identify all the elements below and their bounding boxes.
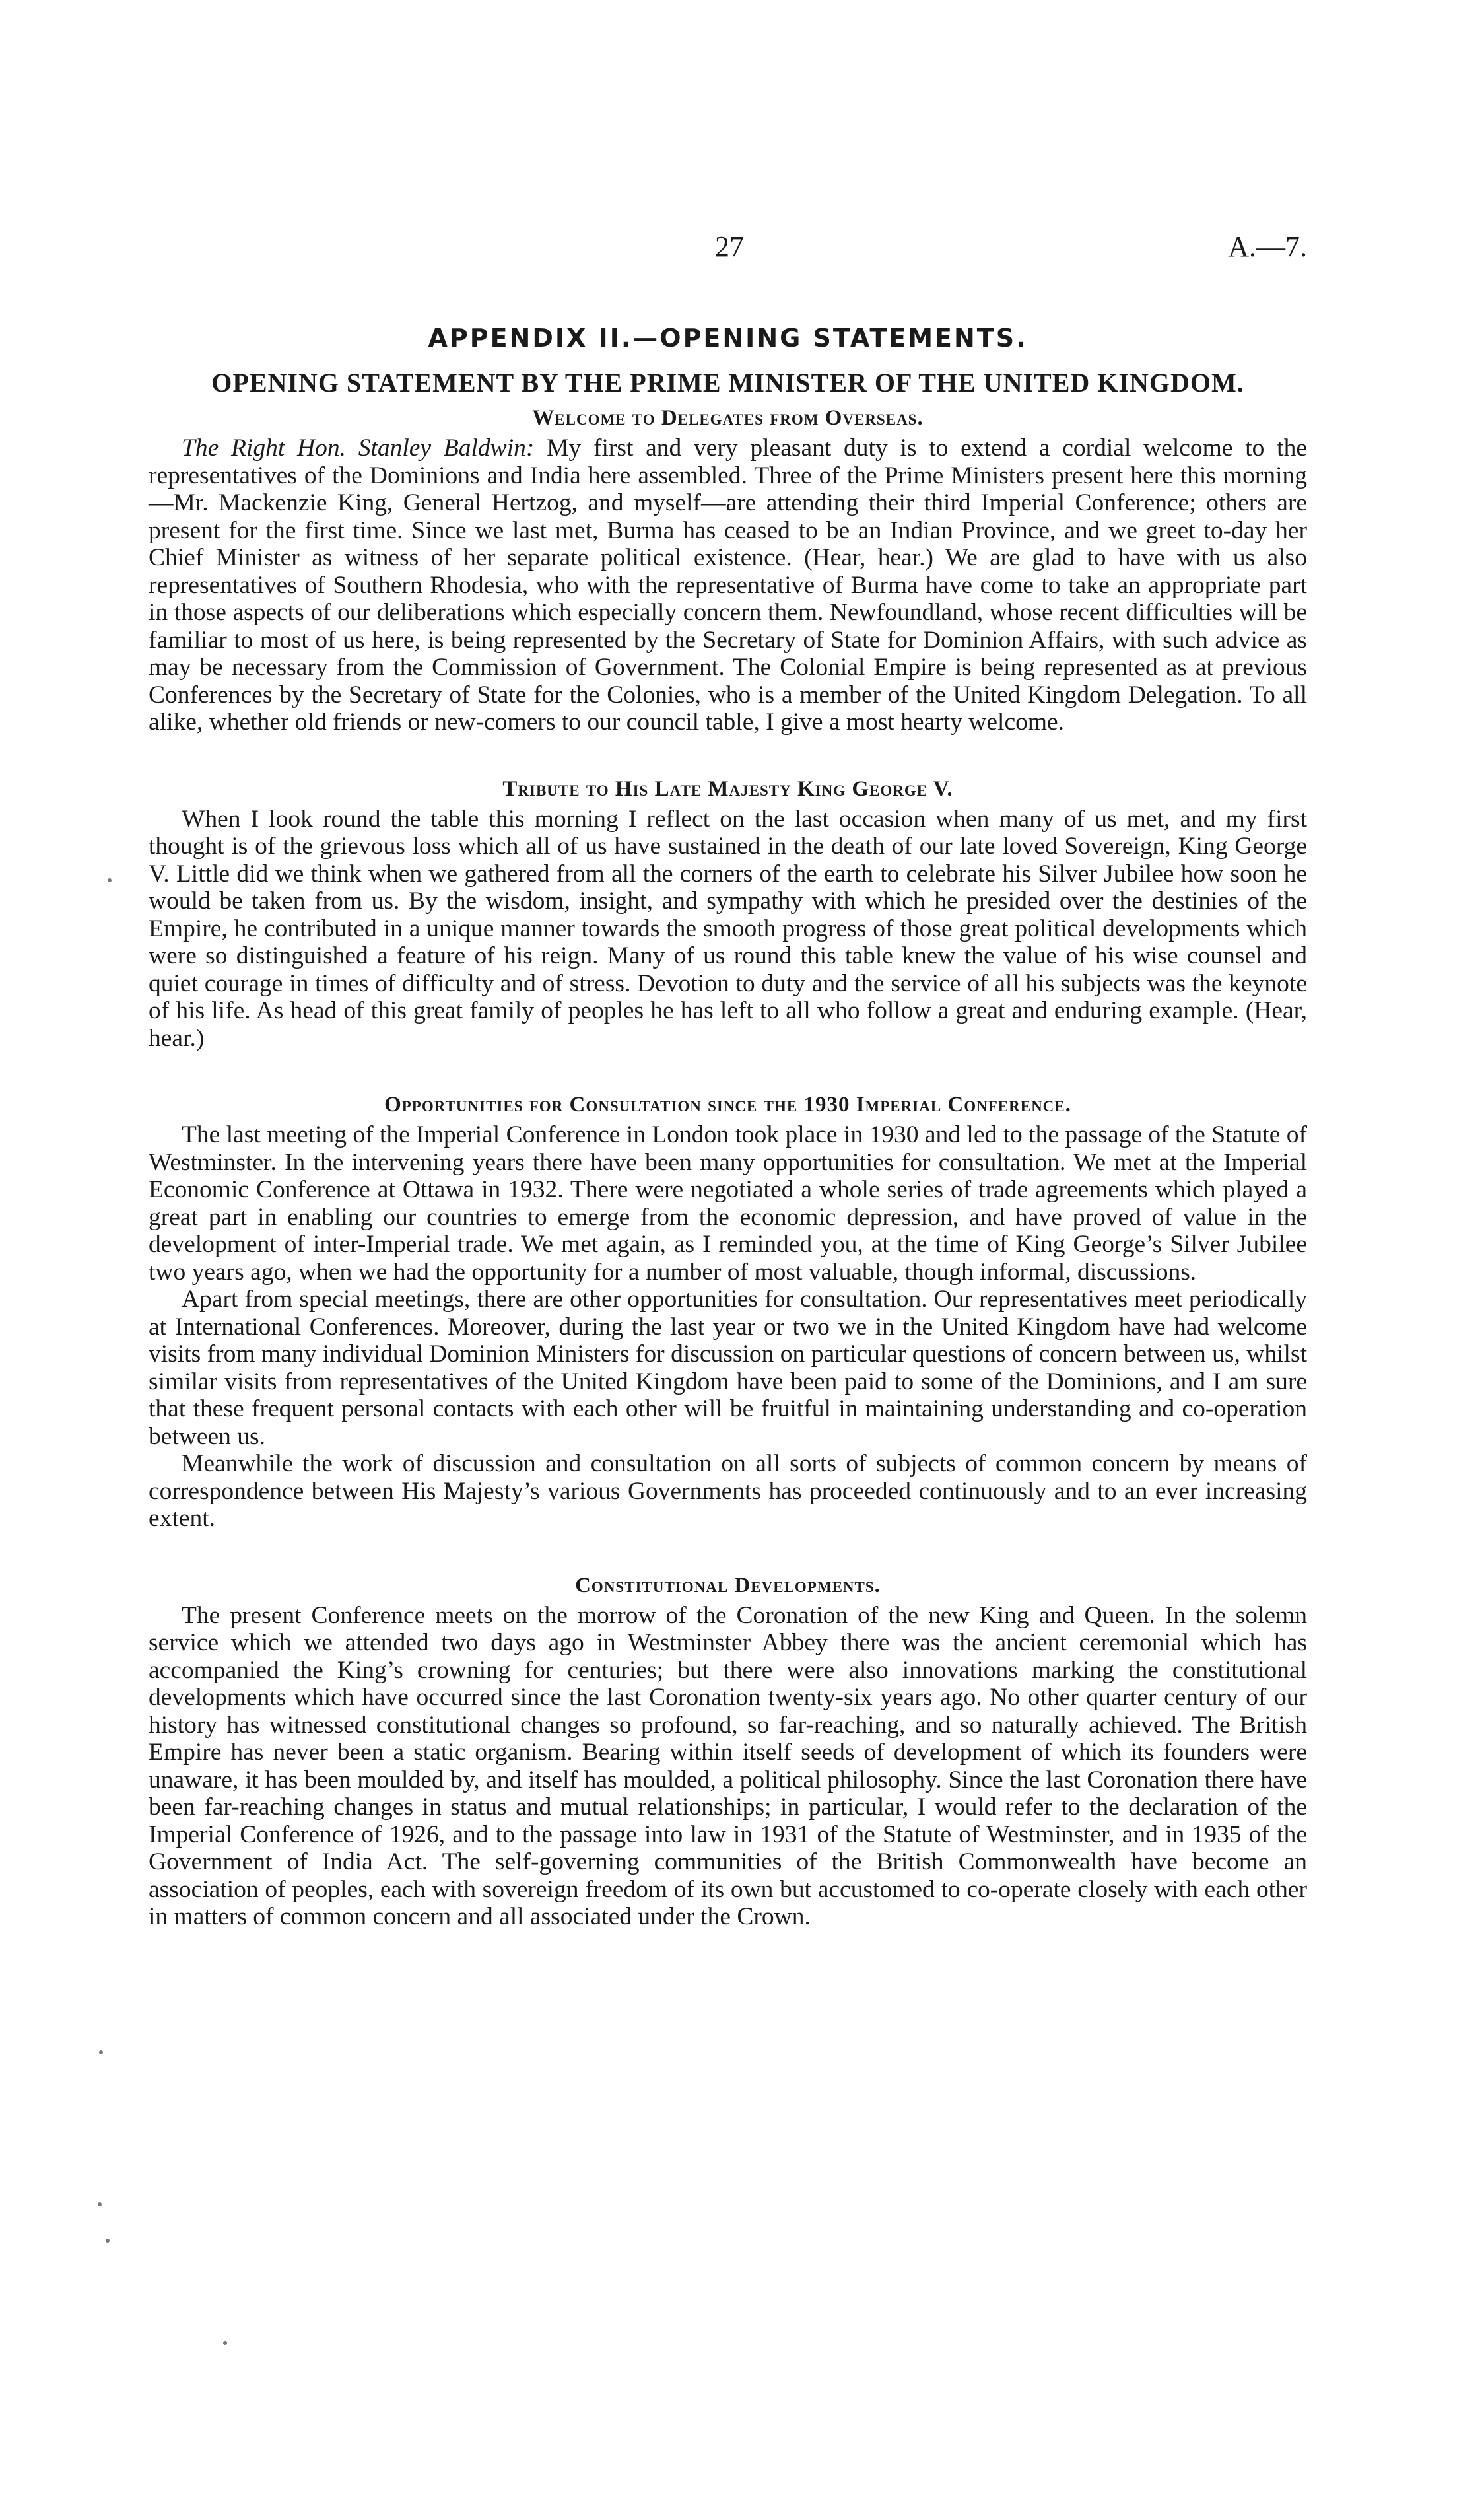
section-opportunities <box>149 1093 1307 1533</box>
scan-speck <box>98 2202 102 2206</box>
main-heading: OPENING STATEMENT BY THE PRIME MINISTER OF THE UNITED KINGDOM. <box>211 368 1244 398</box>
scan-speck <box>106 2239 110 2243</box>
section-welcome <box>149 406 1307 736</box>
appendix-title: APPENDIX II.—OPENING STATEMENTS. <box>428 324 1028 353</box>
section-heading: Constitutional Developments. <box>575 1573 881 1597</box>
paragraph: The present Conference meets on the morrow of the Coronation of the new King and Queen. In the solemn service which we attended two days ago in Westminster Abbey there was the ancient ceremonial which has accompanied the King’s crowning for centuries; but there were also innovations marking the constitutional developments which have occurred since the last Coronation twenty-six years ago. No other quarter century of our history has witnessed constitutional changes so profound, so far-reaching, and so naturally achieved. The British Empire has never been a static organism. Bearing within itself seeds of development of which its founders were unaware, it has been moulded by, and itself has moulded, a political philosophy. Since the last Coronation there have been far-reaching changes in status and mutual relationships; in particular, I would refer to the declaration of the Imperial Conference of 1926, and to the passage into law in 1931 of the Statute of Westminster, and in 1935 of the Government of India Act. The self-governing communities of the British Commonwealth have become an association of peoples, each with sovereign freedom of its own but accustomed to co-operate closely with each other in matters of common concern and all associated under the Crown. <box>149 1601 1307 1930</box>
page-content <box>149 324 1307 1931</box>
scan-speck <box>108 878 112 882</box>
scan-speck <box>99 2050 103 2054</box>
paragraph: The last meeting of the Imperial Conference in London took place in 1930 and led to the passage of the Statute of Westminster. In the intervening years there have been many opportunities for consultation. We met at the Imperial Economic Conference at Ottawa in 1932. There were negotiated a whole series of trade agreements which played a great part in enabling our countries to emerge from the economic depression, and have proved of value in the development of inter-Imperial trade. We met again, as I reminded you, at the time of King George’s Silver Jubilee two years ago, when we had the opportunity for a number of most valuable, though informal, discussions. <box>149 1121 1307 1286</box>
paragraph <box>149 435 1307 736</box>
paragraph: Apart from special meetings, there are other opportunities for consultation. Our representatives meet periodically at International Conferences. Moreover, during the last year or two we in the United Kingdom have had welcome visits from many individual Dominion Ministers for discussion on particular questions of concern between us, whilst similar visits from representatives of the United Kingdom have been paid to some of the Dominions, and I am sure that these frequent personal contacts with each other will be fruitful in maintaining understanding and co-operation between us. <box>149 1286 1307 1450</box>
page-number: 27 <box>715 230 744 263</box>
paragraph: Meanwhile the work of discussion and consultation on all sorts of subjects of common concern by means of correspondence between His Majesty’s various Governments has proceeded continuously and to an ever increasing extent. <box>149 1450 1307 1532</box>
section-heading: Tribute to His Late Majesty King George V. <box>502 777 953 801</box>
section-constitutional <box>149 1574 1307 1931</box>
section-heading: Opportunities for Consultation since the 1930 Imperial Conference. <box>384 1093 1071 1117</box>
document-reference: A.—7. <box>1228 230 1307 263</box>
paragraph-text: My first and very pleasant duty is to extend a cordial welcome to the representatives of the Dominions and India here assembled. Three of the Prime Ministers present here this morning—Mr. Mackenzie King, General Hertzog, and myself—are attending their third Imperial Conference; others are present for the first time. Since we last met, Burma has ceased to be an Indian Province, and we greet to-day her Chief Minister as witness of her separate political existence. (Hear, hear.) We are glad to have with us also representatives of Southern Rhodesia, who with the representative of Burma have come to take an appropriate part in those aspects of our deliberations which especially concern them. Newfoundland, whose recent difficulties will be familiar to most of us here, is being represented by the Secretary of State for Dominion Affairs, with such advice as may be necessary from the Commission of Government. The Colonial Empire is being represented as at previous Conferences by the Secretary of State for the Colonies, who is a member of the United Kingdom Delegation. To all alike, whether old friends or new-comers to our council table, I give a most hearty welcome. <box>149 435 1307 736</box>
paragraph: When I look round the table this morning I reflect on the last occasion when many of us met, and my first thought is of the grievous loss which all of us have sustained in the death of our late loved Sovereign, King George V. Little did we think when we gathered from all the corners of the earth to celebrate his Silver Jubilee how soon he would be taken from us. By the wisdom, insight, and sympathy with which he presided over the destinies of the Empire, he contributed in a unique manner towards the smooth progress of those great political developments which were so distinguished a feature of his reign. Many of us round this table knew the value of his wise counsel and quiet courage in times of difficulty and of stress. Devotion to duty and the service of all his subjects was the keynote of his life. As head of this great family of peoples he has left to all who follow a great and enduring example. (Hear, hear.) <box>149 805 1307 1052</box>
section-tribute <box>149 777 1307 1053</box>
scan-speck <box>223 2341 227 2345</box>
section-heading: Welcome to Delegates from Overseas. <box>532 406 924 430</box>
speaker-name: The Right Hon. Stanley Baldwin: <box>182 435 535 462</box>
